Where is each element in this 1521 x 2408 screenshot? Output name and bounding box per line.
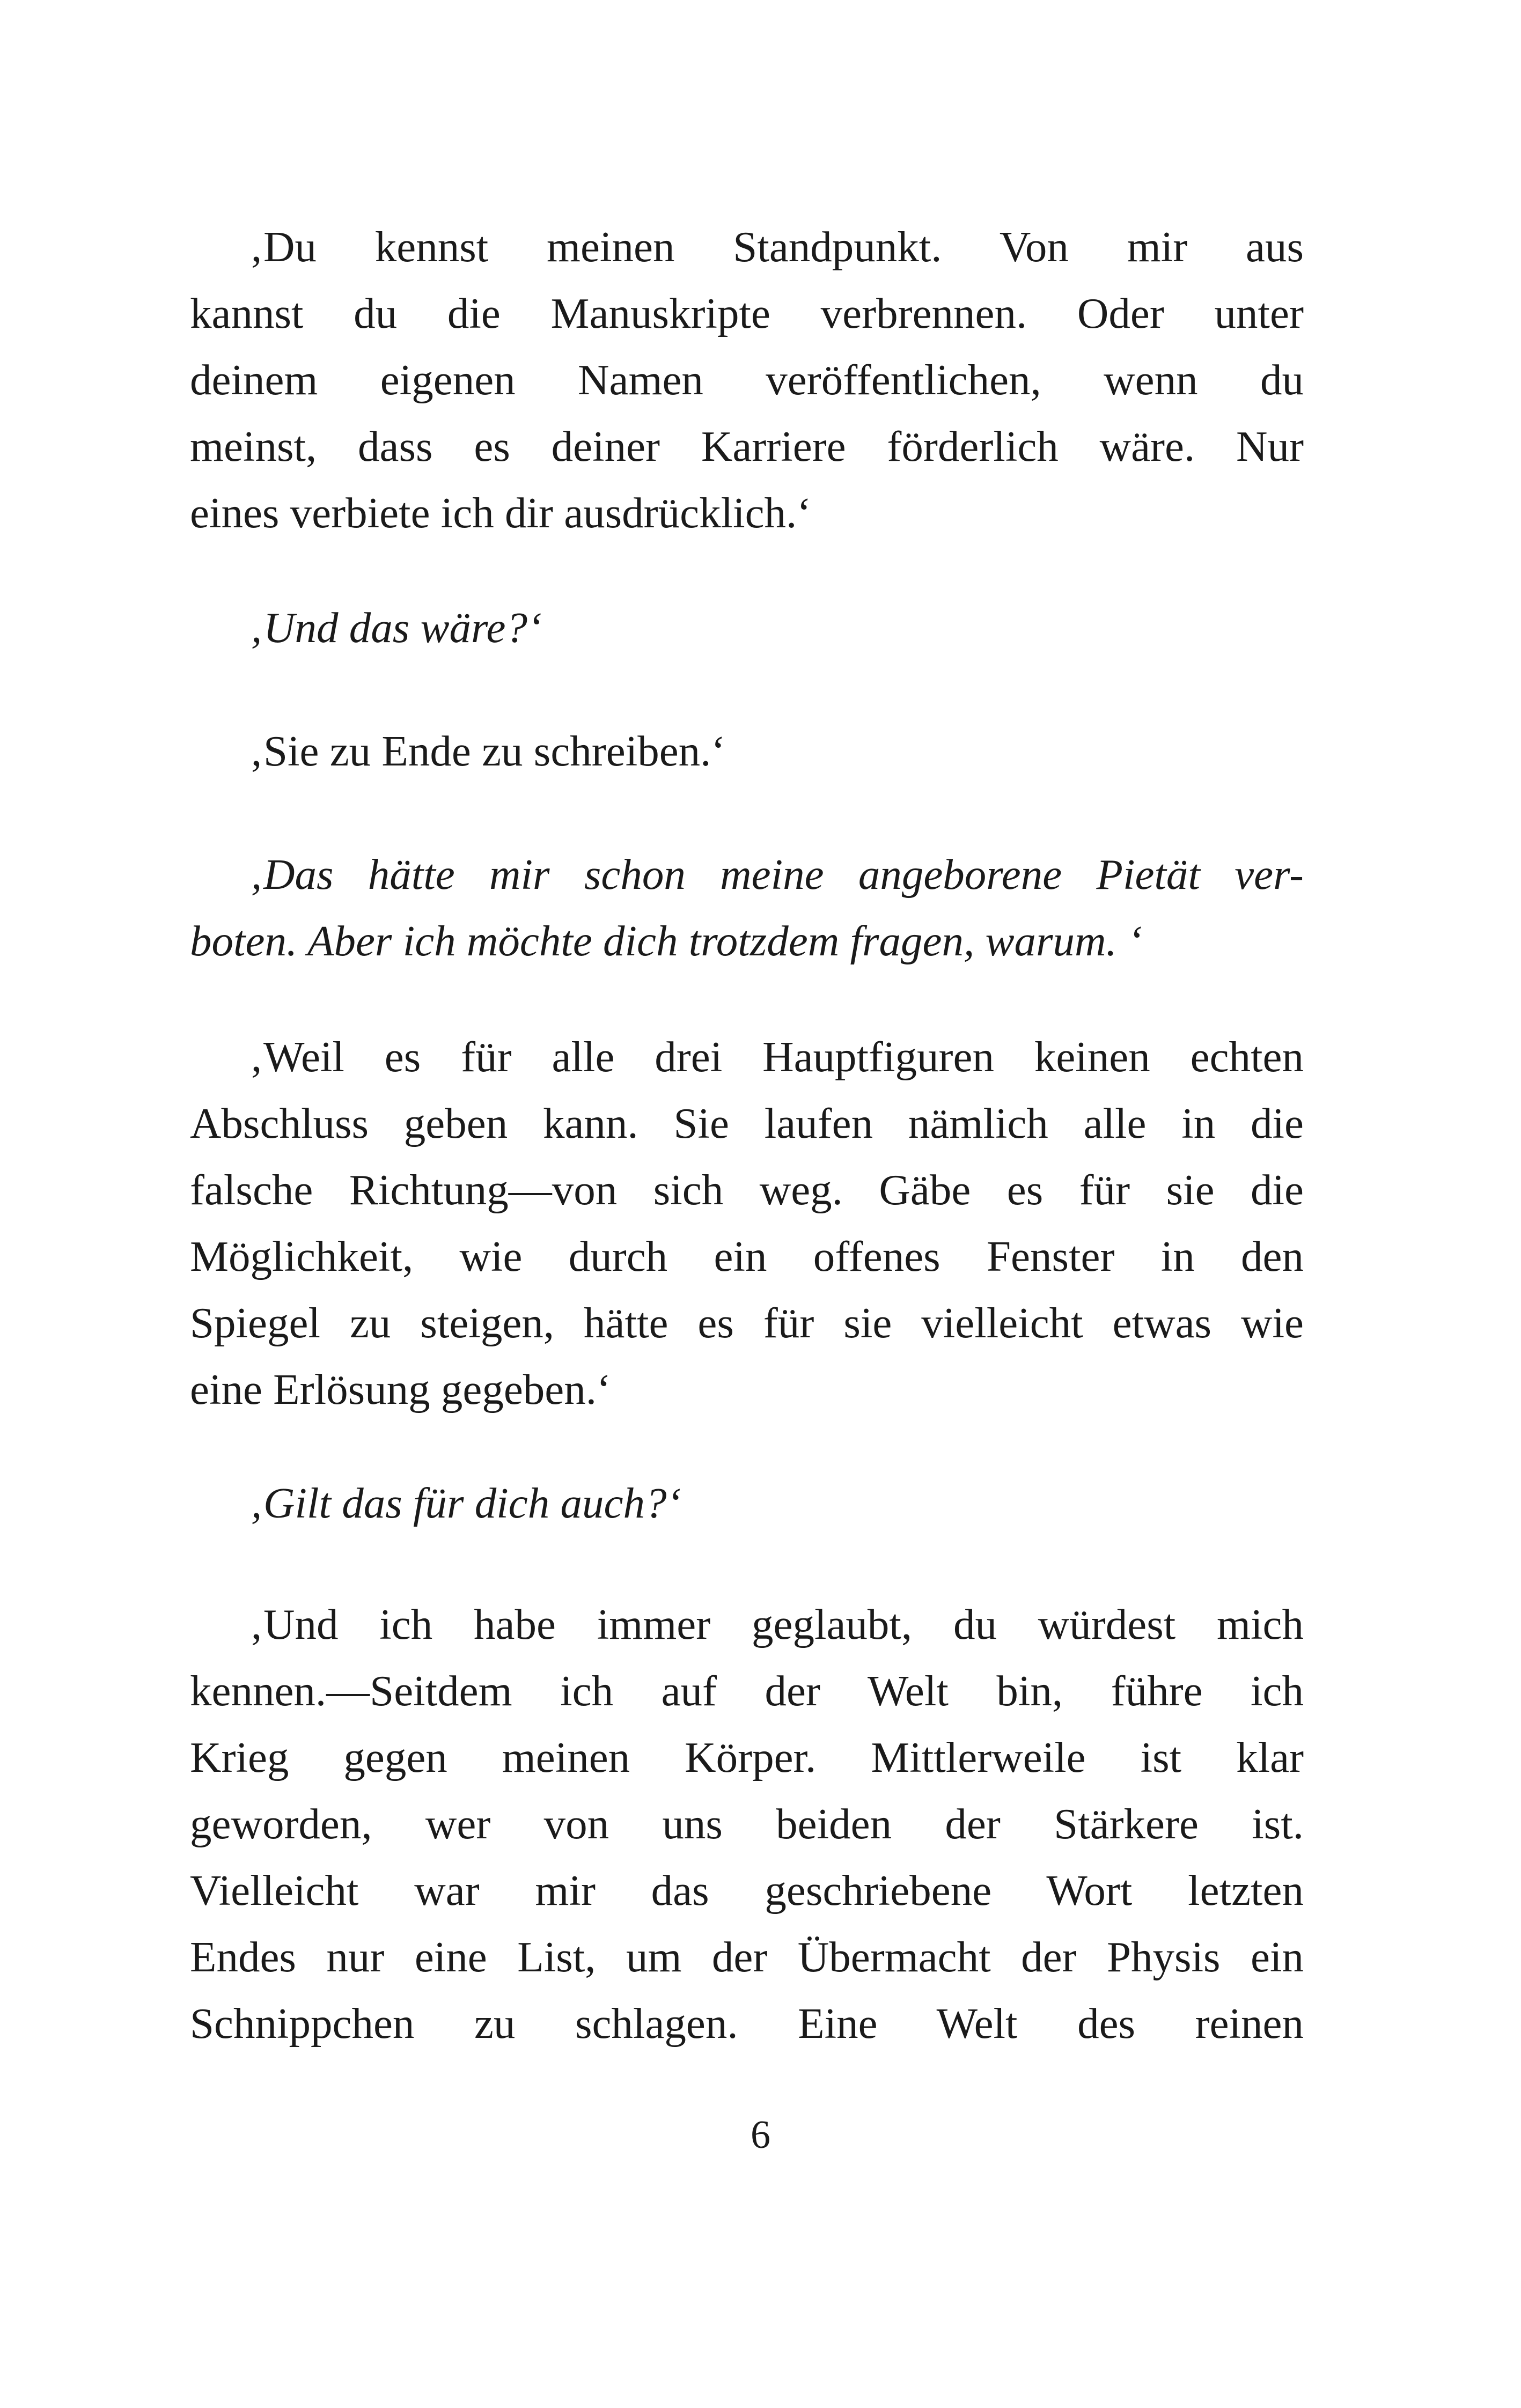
text-line: Krieg gegen meinen Körper. Mittlerweile ist klar	[190, 1733, 1304, 1781]
text-line: Abschluss geben kann. Sie laufen nämlich alle in die	[190, 1099, 1304, 1147]
text-line: ‚Weil es für alle drei Hauptfiguren keinen echten	[249, 1033, 1304, 1081]
text-line: ‚Und das wäre?‘	[249, 603, 542, 652]
paragraph-answer	[190, 718, 1304, 784]
text-line: kannst du die Manuskripte verbrennen. Oder unter	[190, 289, 1304, 337]
text-line: eine Erlösung gegeben.‘	[190, 1365, 611, 1413]
text-line: deinem eigenen Namen veröffentlichen, wenn du	[190, 356, 1304, 404]
text-line: kennen.—Seitdem ich auf der Welt bin, führe ich	[190, 1667, 1304, 1715]
text-line: ‚Du kennst meinen Standpunkt. Von mir aus	[249, 223, 1304, 271]
text-line: Vielleicht war mir das geschriebene Wort letzten	[190, 1866, 1304, 1914]
paragraph-krieg	[190, 1591, 1304, 2057]
paragraph-standpoint	[190, 213, 1304, 546]
text-line: eines verbiete ich dir ausdrücklich.‘	[190, 489, 812, 537]
text-line: ‚Und ich habe immer geglaubt, du würdest mich	[249, 1600, 1304, 1648]
paragraph-gilt	[190, 1470, 1304, 1536]
text-line: ‚Sie zu Ende zu schreiben.‘	[249, 727, 726, 775]
text-line: geworden, wer von uns beiden der Stärkere ist.	[190, 1800, 1304, 1848]
paragraph-question	[190, 594, 1304, 661]
text-line: Endes nur eine List, um der Übermacht der Physis ein	[190, 1933, 1304, 1981]
text-line: meinst, dass es deiner Karriere förderlich wäre. Nur	[190, 422, 1304, 470]
page-number: 6	[751, 2113, 770, 2157]
text-line: boten. Aber ich möchte dich trotzdem fragen, warum. ‘	[190, 917, 1142, 965]
text-line: falsche Richtung—von sich weg. Gäbe es für sie die	[190, 1166, 1304, 1214]
text-line: ‚Gilt das für dich auch?‘	[249, 1479, 681, 1527]
text-line: Spiegel zu steigen, hätte es für sie vielleicht etwas wie	[190, 1299, 1304, 1347]
paragraph-pietaet	[190, 841, 1304, 974]
text-line: ‚Das hätte mir schon meine angeborene Pietät ver-	[249, 850, 1304, 899]
text-line: Schnippchen zu schlagen. Eine Welt des reinen	[190, 1999, 1304, 2048]
paragraph-hauptfiguren	[190, 1023, 1304, 1423]
text-line: Möglichkeit, wie durch ein offenes Fenster in den	[190, 1232, 1304, 1280]
